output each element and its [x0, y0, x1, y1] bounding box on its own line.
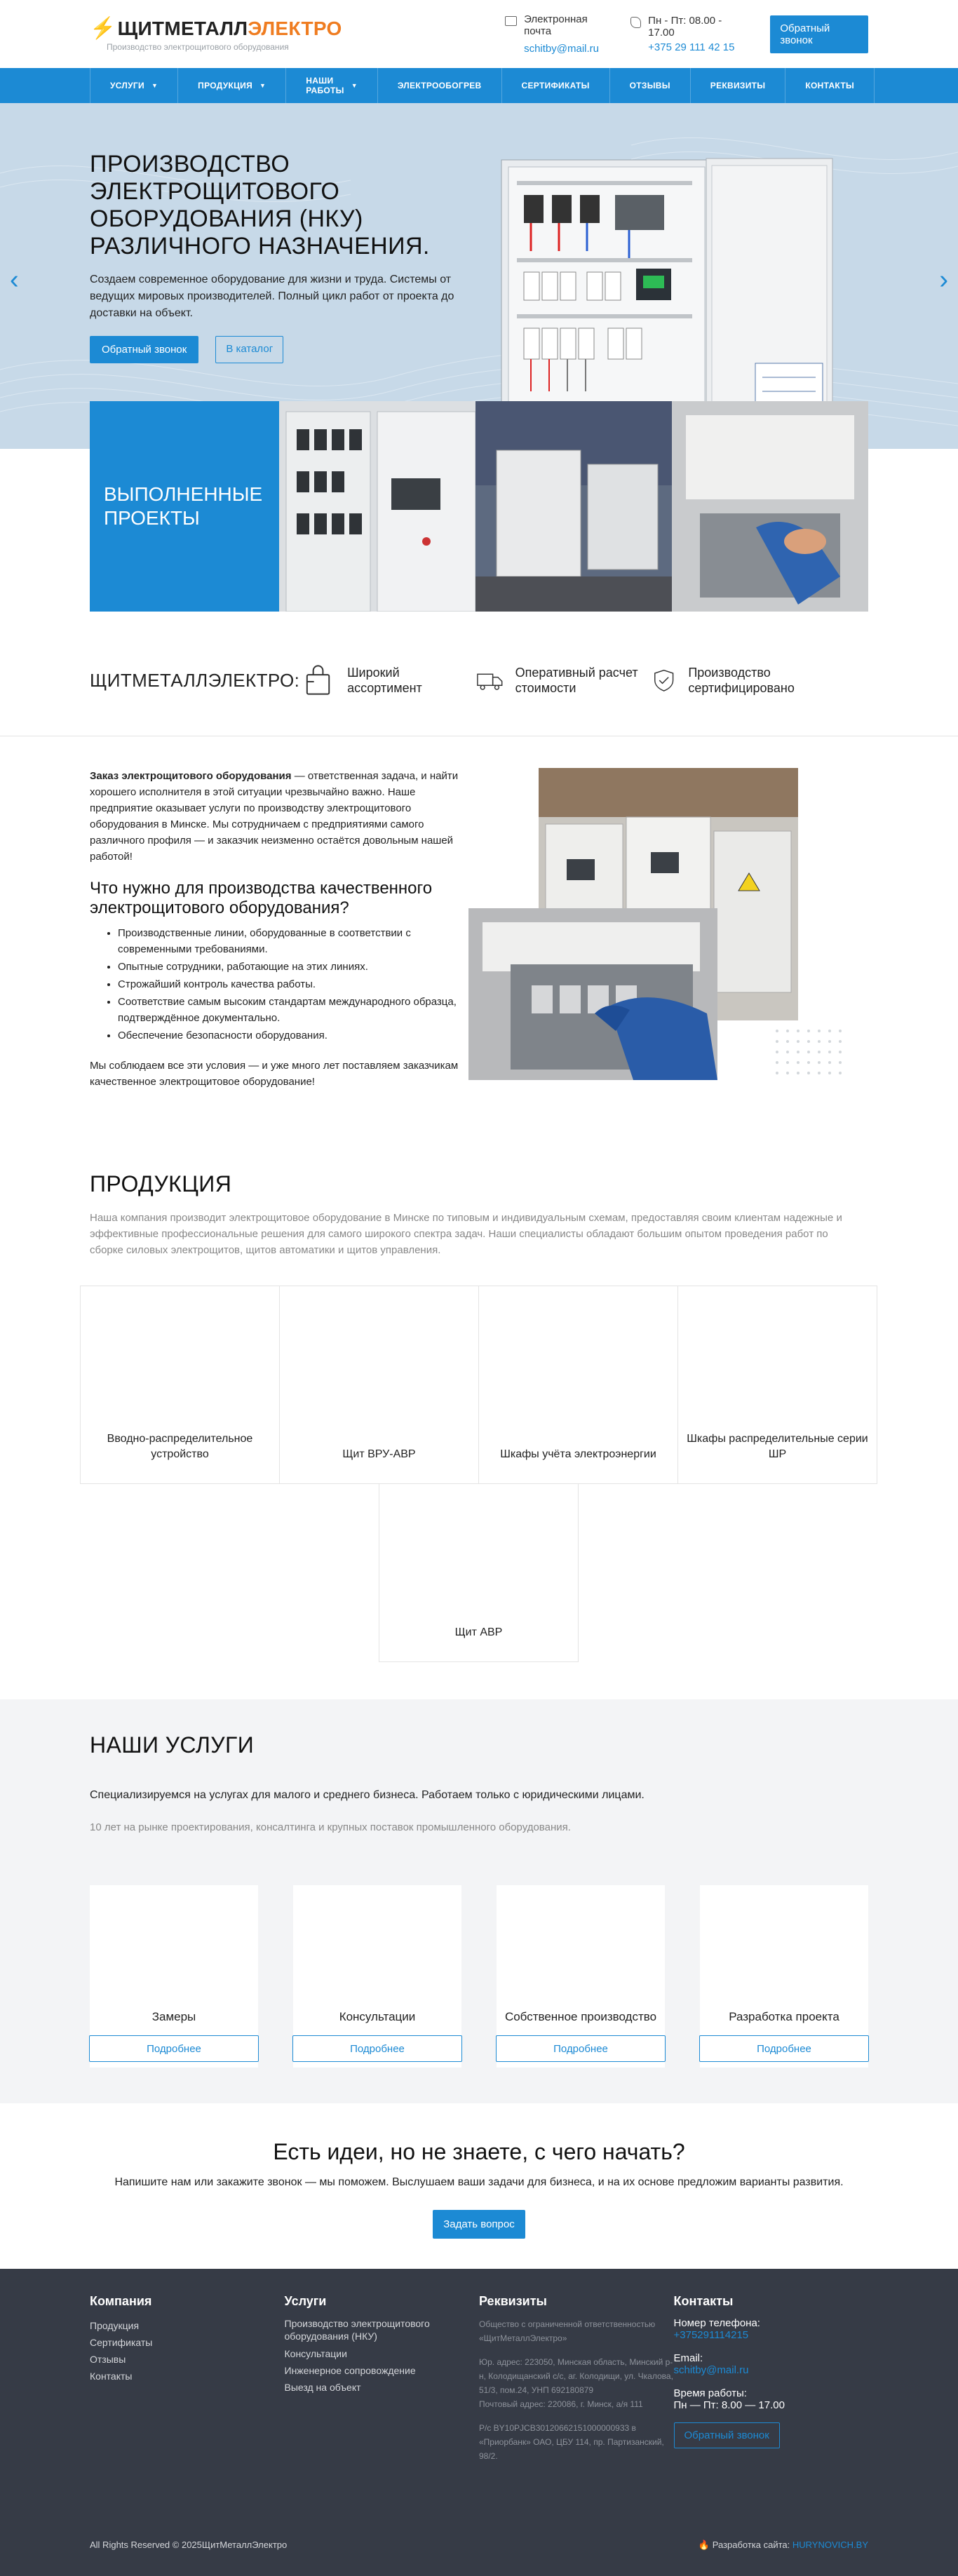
hero-title: ПРОИЗВОДСТВО ЭЛЕКТРОЩИТОВОГО ОБОРУДОВАНИЯ (НКУ) РАЗЛИЧНОГО НАЗНАЧЕНИЯ.	[90, 151, 430, 259]
site-footer	[0, 2269, 958, 2576]
about-section	[0, 768, 958, 1090]
products-title: ПРОДУКЦИЯ	[90, 1171, 232, 1196]
service-card	[497, 1885, 665, 2068]
more-button[interactable]: Подробнее	[292, 2035, 462, 2062]
product-card[interactable]: Шкафы распределительные серии ШР	[677, 1286, 877, 1484]
footer-link[interactable]: Производство электрощитового оборудования (НКУ)	[284, 2318, 430, 2342]
email-label: Email:	[673, 2352, 703, 2364]
hero-text: Создаем современное оборудование для жизни и труда. Системы от ведущих мировых производителей. Полный цикл работ от проекта до доставки на объект.	[90, 274, 454, 319]
more-button[interactable]: Подробнее	[89, 2035, 259, 2062]
list-item: • Производственные линии, оборудованные в соответствии с современными требованиями.	[118, 925, 468, 957]
product-card[interactable]: Щит АВР	[379, 1483, 579, 1662]
about-final: Мы соблюдаем все эти условия — и уже много лет поставляем заказчикам качественное электрощитовое оборудование!	[90, 1060, 459, 1088]
list-item: • Соответствие самым высоким стандартам международного образца, подтверждённое документально.	[118, 994, 468, 1026]
developer-credit: 🔥 Разработка сайта: HURYNOVICH.BY	[698, 2540, 868, 2550]
products-grid	[79, 1286, 879, 1662]
hours-label: Время работы:	[673, 2387, 747, 2399]
project-photo	[475, 401, 672, 612]
footer-requisites	[479, 2294, 674, 2463]
more-button[interactable]: Подробнее	[699, 2035, 869, 2062]
services-section	[0, 1699, 958, 2103]
features-bar	[0, 649, 958, 736]
project-photo	[279, 401, 475, 612]
product-card[interactable]: Щит ВРУ-АВР	[279, 1286, 479, 1484]
footer-services	[285, 2294, 480, 2463]
service-card	[293, 1885, 461, 2068]
feature-text: Оперативный расчет стоимости	[515, 666, 638, 695]
logo[interactable]	[90, 16, 393, 52]
requisites-bank: Р/с BY10PJCB30120662151000000933 в «Приорбанк» ОАО, ЦБУ 114, пр. Партизанский, 98/2.	[479, 2423, 664, 2461]
fire-icon: 🔥	[698, 2540, 710, 2550]
footer-company	[90, 2294, 285, 2463]
products-description: Наша компания производит электрощитовое оборудование в Минске по типовым и индивидуальным схемам, предоставляя своим клиентам надежные и эффективные профессиональные решения для самого широкого спектра задач. Наши специалисты обладают большим опытом проведения работ по сборке силовых электрощитов, щитов автоматики и щитов управления.	[90, 1212, 842, 1256]
footer-bottom	[90, 2540, 868, 2551]
nav-services[interactable]: УСЛУГИ ▼	[90, 68, 177, 103]
feature-certified	[651, 662, 826, 699]
footer-link[interactable]: Сертификаты	[90, 2337, 153, 2348]
more-button[interactable]: Подробнее	[496, 2035, 666, 2062]
about-list	[90, 925, 468, 1044]
hero-slider	[0, 103, 958, 449]
requisites-post: Почтовый адрес: 220086, г. Минск, а/я 111	[479, 2399, 643, 2409]
nav-works[interactable]: НАШИ РАБОТЫ ▼	[285, 68, 377, 103]
footer-callback-button[interactable]: Обратный звонок	[674, 2422, 780, 2448]
about-lead: — ответственная задача, и найти хорошего исполнителя в этой ситуации чрезвычайно важно. Наше предприятие оказывает услуги по производству электрощитового оборудования в Минске. Мы сотрудничаем с предприятиями самого различного профиля — и заказчик неизменно остаётся довольным нашей работой!	[90, 770, 459, 863]
cta-section	[0, 2139, 958, 2239]
catalog-button[interactable]: В каталог	[215, 336, 283, 363]
footer-link[interactable]: Выезд на объект	[284, 2382, 361, 2393]
shield-check-icon	[651, 662, 677, 699]
footer-col-title: Контакты	[673, 2294, 734, 2308]
work-hours: Пн - Пт: 08.00 - 17.00	[648, 15, 722, 39]
hero-callback-button[interactable]: Обратный звонок	[90, 336, 198, 363]
project-photo	[672, 401, 868, 612]
services-text: Специализируемся на услугах для малого и среднего бизнеса. Работаем только с юридическими лицами.	[90, 1789, 645, 1801]
services-subtext: 10 лет на рынке проектирования, консалтинга и крупных поставок промышленного оборудования.	[90, 1821, 571, 1833]
feature-text: Производство сертифицировано	[688, 666, 795, 695]
requisites-address: Юр. адрес: 223050, Минская область, Минский р-н, Колодищанский с/с, аг. Колодищи, ул. Чкалова, 51/3, пом.24, УНП 692180879	[479, 2357, 673, 2395]
email-label: Электронная почта	[524, 13, 588, 37]
about-photo-assembly	[468, 908, 717, 1080]
service-card	[90, 1885, 258, 2068]
footer-link[interactable]: Отзывы	[90, 2354, 126, 2365]
nav-requisites[interactable]: РЕКВИЗИТЫ	[690, 68, 785, 103]
feature-text: Широкий ассортимент	[347, 666, 422, 695]
nav-products[interactable]: ПРОДУКЦИЯ ▼	[177, 68, 285, 103]
slider-next-arrow-icon[interactable]: ›	[939, 265, 948, 295]
phone-icon	[630, 17, 641, 28]
copyright: All Rights Reserved © 2025ЩитМеталлЭлектро	[90, 2540, 288, 2550]
footer-link[interactable]: Инженерное сопровождение	[284, 2365, 416, 2376]
cta-title: Есть идеи, но не знаете, с чего начать?	[273, 2139, 685, 2164]
lightning-icon: ⚡	[90, 17, 116, 40]
service-title: Консультации	[339, 2010, 416, 2023]
nav-certificates[interactable]: СЕРТИФИКАТЫ	[501, 68, 609, 103]
ask-question-button[interactable]: Задать вопрос	[433, 2210, 525, 2239]
service-title: Замеры	[151, 2010, 196, 2023]
list-item: • Обеспечение безопасности оборудования.	[118, 1027, 468, 1044]
service-title: Собственное производство	[504, 2010, 657, 2023]
product-card[interactable]: Вводно-распределительное устройство	[80, 1286, 280, 1484]
slider-prev-arrow-icon[interactable]: ‹	[10, 265, 19, 295]
product-card[interactable]: Шкафы учёта электроэнергии	[478, 1286, 678, 1484]
nav-contacts[interactable]: КОНТАКТЫ	[785, 68, 875, 103]
site-header	[0, 0, 958, 68]
list-item: • Опытные сотрудники, работающие на этих линиях.	[118, 959, 468, 975]
chevron-down-icon: ▼	[151, 82, 158, 89]
footer-col-title: Услуги	[284, 2294, 327, 2308]
footer-link[interactable]: Консультации	[284, 2348, 347, 2359]
footer-col-title: Компания	[90, 2294, 152, 2308]
footer-link[interactable]: Продукция	[90, 2320, 140, 2331]
cta-text: Напишите нам или закажите звонок — мы поможем. Выслушаем ваши задачи для бизнеса, и на их основе предложим варианты развития.	[114, 2176, 844, 2188]
footer-col-title: Реквизиты	[479, 2294, 547, 2308]
requisites-company: Общество с ограниченной ответственностью «ЩитМеталлЭлектро»	[479, 2319, 656, 2343]
footer-hours: Пн — Пт: 8.00 — 17.00	[673, 2399, 785, 2411]
header-phone	[630, 15, 742, 53]
bag-icon	[300, 662, 336, 699]
about-text	[90, 768, 468, 1090]
about-photos	[468, 768, 868, 1084]
callback-button[interactable]: Обратный звонок	[770, 15, 868, 53]
feature-assortment	[300, 662, 475, 699]
nav-reviews[interactable]: ОТЗЫВЫ	[609, 68, 690, 103]
feature-calculation	[475, 662, 651, 699]
truck-icon	[475, 662, 504, 699]
envelope-icon	[505, 16, 517, 26]
chevron-down-icon: ▼	[259, 82, 267, 89]
projects-label[interactable]: ВЫПОЛНЕННЫЕ ПРОЕКТЫ	[90, 401, 279, 612]
phone-label: Номер телефона:	[673, 2317, 760, 2329]
footer-link[interactable]: Контакты	[90, 2371, 133, 2382]
products-section	[0, 1171, 958, 1662]
service-title: Разработка проекта	[729, 2010, 839, 2023]
features-brand: ЩИТМЕТАЛЛЭЛЕКТРО:	[90, 669, 300, 691]
email-link[interactable]: schitby@mail.ru	[524, 43, 599, 55]
logo-subtitle: Производство электрощитового оборудования	[107, 42, 289, 52]
footer-phone-link[interactable]: +375291114215	[673, 2329, 749, 2341]
developer-link[interactable]: HURYNOVICH.BY	[792, 2540, 868, 2550]
logo-text-b: ЭЛЕКТРО	[248, 17, 342, 39]
services-title: НАШИ УСЛУГИ	[90, 1732, 255, 1758]
main-nav	[0, 68, 958, 103]
nav-heating[interactable]: ЭЛЕКТРООБОГРЕВ	[377, 68, 501, 103]
footer-email-link[interactable]: schitby@mail.ru	[673, 2364, 749, 2376]
header-email	[505, 13, 609, 55]
phone-link[interactable]: +375 29 111 42 15	[648, 41, 735, 53]
logo-text-a: ЩИТМЕТАЛЛ	[117, 17, 248, 39]
about-lead-bold: Заказ электрощитового оборудования	[90, 770, 292, 782]
dots-decoration	[774, 1027, 851, 1084]
list-item: • Строжайший контроль качества работы.	[118, 976, 468, 992]
chevron-down-icon: ▼	[351, 82, 358, 89]
services-grid	[90, 1885, 868, 2068]
service-card	[700, 1885, 868, 2068]
footer-contacts	[674, 2294, 869, 2463]
about-subtitle: Что нужно для производства качественного электрощитового оборудования?	[90, 879, 433, 917]
projects-strip[interactable]	[90, 401, 868, 612]
